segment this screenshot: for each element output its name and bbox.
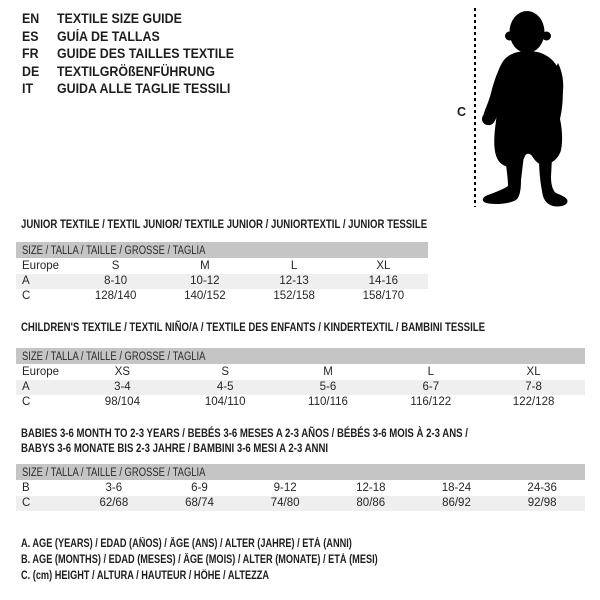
baby-silhouette-icon	[478, 7, 572, 209]
value-cell: L	[427, 366, 434, 378]
size-header-text: SIZE / TALLA / TAILLE / GRÖSSE / TAGLIA	[22, 245, 206, 257]
language-label: GUIDA ALLE TAGLIE TESSILI	[56, 81, 231, 96]
value-cell: 104/110	[204, 396, 246, 408]
value-cell: XL	[526, 366, 541, 378]
value-cell: 80/86	[356, 497, 386, 509]
value-cell: 6-7	[422, 381, 440, 393]
row-label-cell: A	[22, 381, 30, 393]
value-cell: XL	[376, 260, 391, 272]
value-cell: 3-4	[114, 381, 131, 393]
row-label-cell: C	[22, 497, 31, 509]
value-cell: M	[323, 366, 333, 378]
babies-size-table	[16, 464, 585, 511]
value-cell: 86/92	[442, 497, 471, 509]
row-label-cell: Europe	[22, 366, 60, 378]
value-cell: 98/104	[104, 396, 140, 408]
footnote-b: B. AGE (MONTHS) / EDAD (MESES) / ÂGE (MOIS) / ALTER (MONATE) / ETÀ (MESI)	[21, 554, 378, 566]
language-code: IT	[22, 81, 34, 96]
children-size-table	[16, 348, 585, 410]
babies-section-title	[21, 426, 468, 456]
language-code: FR	[22, 46, 39, 61]
children-table-grid	[16, 365, 585, 410]
value-cell: 10-12	[190, 275, 220, 287]
value-cell: 12-18	[356, 482, 386, 494]
language-code: ES	[22, 28, 39, 44]
babies-table-grid	[16, 481, 585, 511]
size-header-bar	[16, 242, 428, 258]
size-header-text: SIZE / TALLA / TAILLE / GRÖSSE / TAGLIA	[22, 467, 206, 479]
value-cell: 62/68	[99, 497, 129, 509]
value-cell: S	[221, 366, 230, 378]
footnote-a: A. AGE (YEARS) / EDAD (AÑOS) / ÂGE (ANS) / ALTER (JAHRE) / ETÀ (ANNI)	[21, 538, 352, 550]
footnotes	[21, 536, 467, 584]
value-cell: 116/122	[410, 396, 452, 408]
row-label-cell: B	[22, 482, 30, 494]
value-cell: XS	[114, 366, 131, 378]
junior-table-grid	[16, 259, 428, 304]
value-cell: 152/158	[273, 290, 315, 302]
language-row-fr	[22, 45, 234, 63]
table-row-height	[16, 496, 585, 511]
row-label-cell: C	[22, 290, 31, 302]
size-header-bar	[16, 348, 585, 364]
height-measure-label: C	[457, 105, 467, 119]
value-cell: 5-6	[319, 381, 337, 393]
value-cell: M	[200, 260, 210, 272]
language-label: TEXTILGRÖßENFÜHRUNG	[56, 63, 215, 79]
junior-section-title: JUNIOR TEXTILE / TEXTIL JUNIOR/ TEXTILE JUNIOR / JUNIORTEXTIL / JUNIOR TESSILE	[21, 217, 428, 231]
value-cell: 14-16	[368, 275, 399, 287]
value-cell: 18-24	[441, 482, 472, 494]
size-header-bar	[16, 464, 585, 480]
language-label: TEXTILE SIZE GUIDE	[56, 11, 182, 26]
table-row-height	[16, 395, 585, 410]
value-cell: 68/74	[185, 497, 214, 509]
footnote-c: C. (cm) HEIGHT / ALTURA / HAUTEUR / HÖHE / ALTEZZA	[21, 570, 270, 582]
value-cell: S	[111, 260, 120, 272]
value-cell: 6-9	[191, 482, 208, 494]
babies-title-line2: BABYS 3-6 MONATE BIS 2-3 JAHRE / BAMBINI 3-6 MESI A 2-3 ANNI	[21, 441, 329, 455]
table-row-height	[16, 289, 428, 304]
row-label-cell: Europe	[22, 260, 60, 272]
language-row-de	[22, 63, 234, 81]
table-row-age-months	[16, 481, 585, 496]
language-label: GUÍA DE TALLAS	[56, 28, 160, 44]
table-row-europe	[16, 365, 585, 380]
value-cell: 110/116	[308, 396, 348, 408]
value-cell: 24-36	[527, 482, 557, 494]
language-row-es	[22, 28, 234, 46]
table-row-age	[16, 380, 585, 395]
size-header-text: SIZE / TALLA / TAILLE / GRÖSSE / TAGLIA	[22, 351, 206, 363]
value-cell: 3-6	[105, 482, 123, 494]
value-cell: L	[290, 260, 298, 272]
language-label: GUIDE DES TAILLES TEXTILE	[56, 46, 235, 61]
table-row-europe	[16, 259, 428, 274]
table-row-age	[16, 274, 428, 289]
row-label-cell: C	[22, 396, 31, 408]
value-cell: 122/128	[512, 396, 555, 408]
language-row-en	[22, 10, 234, 28]
value-cell: 12-13	[279, 275, 309, 287]
value-cell: 92/98	[527, 497, 557, 509]
value-cell: 7-8	[525, 381, 542, 393]
value-cell: 158/170	[362, 290, 405, 302]
junior-size-table	[16, 242, 428, 304]
language-code: EN	[22, 11, 40, 26]
row-label-cell: A	[22, 275, 30, 287]
children-section-title: CHILDREN'S TEXTILE / TEXTIL NIÑO/A / TEXTILE DES ENFANTS / KINDERTEXTIL / BAMBINI TESSILE	[21, 320, 486, 334]
value-cell: 128/140	[94, 290, 137, 302]
value-cell: 9-12	[273, 482, 297, 494]
value-cell: 4-5	[216, 381, 234, 393]
height-measure-dashed-line	[474, 8, 476, 207]
language-row-it	[22, 80, 234, 98]
value-cell: 74/80	[270, 497, 300, 509]
babies-title-line1: BABIES 3-6 MONTH TO 2-3 YEARS / BEBÉS 3-6 MESES A 2-3 AÑOS / BÉBÉS 3-6 MOIS À 2-3 ANS /	[21, 426, 468, 440]
value-cell: 8-10	[104, 275, 128, 287]
language-list	[22, 10, 253, 98]
value-cell: 140/152	[184, 290, 226, 302]
language-code: DE	[22, 63, 40, 79]
